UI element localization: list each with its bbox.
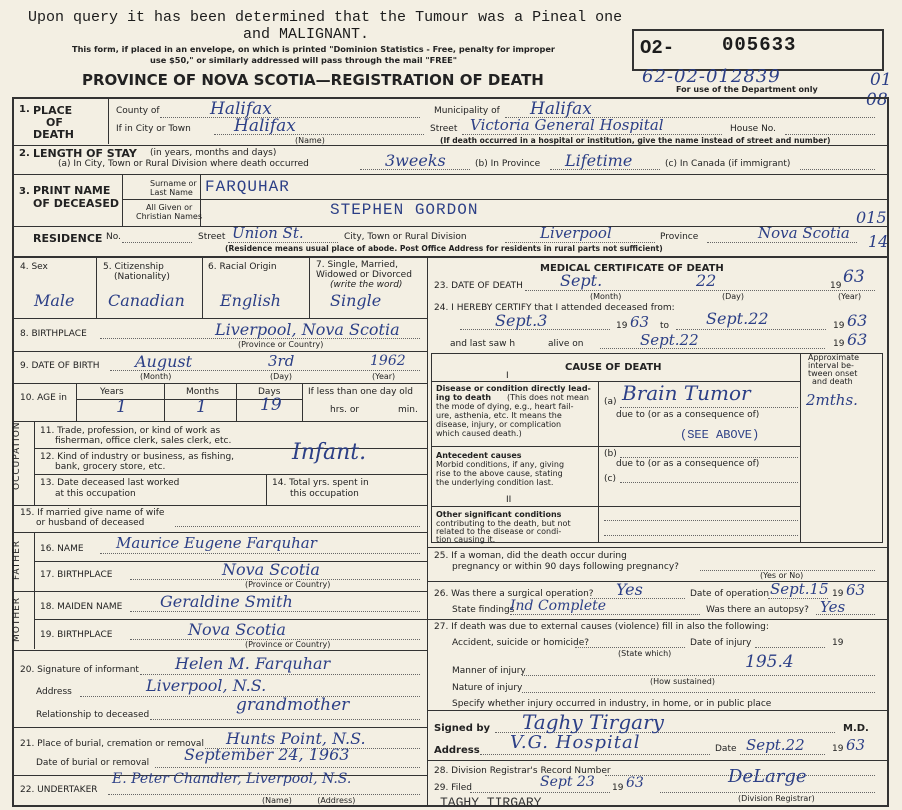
q12-line-1: 12. Kind of industry or business, as fishing, xyxy=(40,452,235,462)
father-birthplace: Nova Scotia xyxy=(222,560,320,579)
dob-day: 3rd xyxy=(268,352,295,370)
divider xyxy=(34,474,427,475)
divider xyxy=(302,384,303,421)
death-year-prefix: 19 xyxy=(830,281,842,291)
cause-a-line xyxy=(620,407,798,408)
cause-heading: CAUSE OF DEATH xyxy=(565,362,662,373)
interval-label-3: tween onset xyxy=(808,369,858,378)
age-label: 10. AGE in xyxy=(20,393,67,403)
county-label: County of xyxy=(116,106,160,116)
disease-line-1: Disease or condition directly lead- xyxy=(436,384,591,393)
divider xyxy=(122,175,123,226)
autopsy-label: Was there an autopsy? xyxy=(706,605,809,615)
occupation-value: Infant. xyxy=(292,440,367,465)
informant-address: Liverpool, N.S. xyxy=(146,676,267,695)
age-days-label: Days xyxy=(258,387,281,397)
death-year-caption: (Year) xyxy=(838,292,862,301)
last-saw-year-prefix: 19 xyxy=(833,339,845,349)
q28-label: 28. Division Registrar's Record Number xyxy=(434,766,611,776)
nature-label: Nature of injury xyxy=(452,683,523,693)
municipality-label: Municipality of xyxy=(434,106,500,116)
hrs-label: hrs. or xyxy=(330,405,360,415)
accident-label: Accident, suicide or homicide? xyxy=(452,638,590,648)
how-sustained-caption: (How sustained) xyxy=(650,677,715,686)
mother-birthplace-label: 19. BIRTHPLACE xyxy=(40,630,113,640)
residence-city-label: City, Town or Rural Division xyxy=(344,232,467,242)
sign-date: Sept.22 xyxy=(746,736,805,754)
surgical-value: Yes xyxy=(616,580,643,599)
part-2-label: II xyxy=(506,495,512,505)
q11-line-1: 11. Trade, profession, or kind of work as xyxy=(40,426,221,436)
street-note: (If death occurred in a hospital or institution, give the name instead of street and number) xyxy=(440,136,831,145)
cause-a-label: (a) xyxy=(604,397,617,407)
q11-line-2: fisherman, office clerk, sales clerk, etc. xyxy=(55,436,232,446)
divider xyxy=(12,145,889,146)
divider xyxy=(427,760,889,761)
attend-to-label: to xyxy=(660,321,670,331)
last-saw-value: Sept.22 xyxy=(640,331,699,349)
marital-label-3: (write the word) xyxy=(330,280,403,290)
q14-line-1: 14. Total yrs. spent in xyxy=(272,478,369,488)
divider xyxy=(800,353,801,543)
registrar-line xyxy=(660,792,875,793)
q14-line-2: this occupation xyxy=(290,489,359,499)
divider xyxy=(108,99,109,144)
burial-date: September 24, 1963 xyxy=(184,745,350,764)
city-value: Halifax xyxy=(234,116,296,136)
department-use-note: For use of the Department only xyxy=(676,85,818,94)
name-label-2: OF DECEASED xyxy=(33,197,120,210)
medical-heading: MEDICAL CERTIFICATE OF DEATH xyxy=(540,263,724,274)
divider xyxy=(12,318,427,319)
q13-line-1: 13. Date deceased last worked xyxy=(40,478,180,488)
divider xyxy=(96,257,97,318)
municipality-value: Halifax xyxy=(530,99,592,119)
divider xyxy=(431,446,800,447)
registrar-signature: DeLarge xyxy=(728,766,807,787)
antecedent-line-2: Morbid conditions, if any, giving xyxy=(436,460,565,469)
divider xyxy=(34,448,427,449)
relationship-line xyxy=(150,719,420,720)
divider xyxy=(598,381,599,543)
attend-to-year-prefix: 19 xyxy=(833,321,845,331)
father-side-label: FATHER xyxy=(12,539,22,580)
undertaker-line xyxy=(108,794,420,795)
mail-notice-line-2: use $50," or similarly addressed will pass through the mail "FREE" xyxy=(150,55,458,65)
residence-note: (Residence means usual place of abode. Post Office Address for residents in rural parts not sufficient) xyxy=(225,244,663,253)
citizenship-label-2: (Nationality) xyxy=(114,272,170,282)
op-year: 63 xyxy=(846,581,866,599)
occupation-side-label: OCCUPATION xyxy=(12,421,22,490)
cause-c-line xyxy=(620,482,798,483)
divider xyxy=(12,505,427,506)
divider xyxy=(12,650,427,651)
burial-place-label: 21. Place of burial, cremation or removal xyxy=(20,739,204,749)
residence-province-label: Province xyxy=(660,232,699,242)
op-date-label: Date of operation xyxy=(690,589,770,599)
min-label: min. xyxy=(398,405,418,415)
informant-sig-line xyxy=(140,674,420,675)
margin-code-2: 08 xyxy=(866,90,888,110)
racial-value: English xyxy=(220,291,281,310)
disease-line-3: (This does not mean xyxy=(507,393,589,402)
house-line xyxy=(785,134,875,135)
stay-a-label: (a) In City, Town or Rural Division where death occurred xyxy=(58,159,309,169)
dob-day-caption: (Day) xyxy=(270,372,293,381)
undertaker-label: 22. UNDERTAKER xyxy=(20,785,98,795)
given-label-2: Christian Names xyxy=(136,212,202,221)
q12-line-2: bank, grocery store, etc. xyxy=(55,462,166,472)
q26-label: 26. Was there a surgical operation? xyxy=(434,589,594,599)
other-line-2: contributing to the death, but not xyxy=(436,519,571,528)
margin-code-1: 01 xyxy=(870,70,892,90)
age-days: 19 xyxy=(260,395,282,415)
see-above: (SEE ABOVE) xyxy=(680,428,760,442)
filed-line xyxy=(470,792,610,793)
state-which-caption: (State which) xyxy=(618,649,672,658)
divider xyxy=(236,384,237,421)
sex-value: Male xyxy=(34,291,75,310)
q27-label: 27. If death was due to external causes (violence) fill in also the following: xyxy=(434,622,769,632)
divider xyxy=(76,384,77,421)
op-date-line xyxy=(768,598,828,599)
residence-margin-code-1: 015 xyxy=(856,208,887,227)
cause-c-label: (c) xyxy=(604,474,616,484)
residence-no-line xyxy=(122,242,192,243)
father-name-line xyxy=(100,553,420,554)
street-value: Victoria General Hospital xyxy=(470,116,664,134)
doctor-address: V.G. Hospital xyxy=(510,732,641,753)
interval-label-1: Approximate xyxy=(808,353,860,362)
other-line-3: related to the disease or condi- xyxy=(436,527,562,536)
sign-date-label: Date xyxy=(715,744,737,754)
q29-label: 29. Filed xyxy=(434,783,472,793)
last-saw-label-1: and last saw h xyxy=(450,339,516,349)
divider xyxy=(12,727,427,728)
age-years: 1 xyxy=(116,397,127,417)
disease-line-4: the mode of dying, e.g., heart fail- xyxy=(436,402,574,411)
mother-side-label: MOTHER xyxy=(12,596,22,642)
disease-line-2: ing to death xyxy=(436,393,492,402)
registrar-caption: (Division Registrar) xyxy=(738,794,815,803)
father-name: Maurice Eugene Farquhar xyxy=(116,534,317,552)
residence-province-value: Nova Scotia xyxy=(758,224,850,242)
stay-b-label: (b) In Province xyxy=(475,159,541,169)
divider xyxy=(12,351,427,352)
stay-c-line xyxy=(800,169,875,170)
age-years-label: Years xyxy=(100,387,124,397)
doctor-address-label: Address xyxy=(434,745,480,756)
due-to-1: due to (or as a consequence of) xyxy=(616,410,760,420)
divider xyxy=(164,384,165,421)
divider xyxy=(266,474,267,505)
death-date-line xyxy=(525,290,875,291)
marital-value: Single xyxy=(330,291,382,310)
death-date-label: 23. DATE OF DEATH xyxy=(434,281,523,291)
sex-label: 4. Sex xyxy=(20,262,48,272)
age-months: 1 xyxy=(196,397,207,417)
bottom-typed-name: TAGHY TIRGARY xyxy=(440,795,542,810)
burial-place: Hunts Point, N.S. xyxy=(226,729,366,748)
dob-month: August xyxy=(135,352,193,371)
antecedent-line-4: the underlying condition last. xyxy=(436,478,554,487)
divider xyxy=(202,257,203,318)
divider xyxy=(12,532,427,533)
relationship-label: Relationship to deceased xyxy=(36,710,150,720)
dob-label: 9. DATE OF BIRTH xyxy=(20,361,100,371)
antecedent-line-3: rise to the above cause, stating xyxy=(436,469,563,478)
divider xyxy=(431,506,800,507)
q15-line-2: or husband of deceased xyxy=(36,518,145,528)
disease-line-7: which caused death.) xyxy=(436,429,522,438)
attend-from-year-prefix: 19 xyxy=(616,321,628,331)
manner-label: Manner of injury xyxy=(452,666,526,676)
signed-label: Signed by xyxy=(434,723,491,734)
q13-line-2: at this occupation xyxy=(55,489,136,499)
death-month-caption: (Month) xyxy=(590,292,622,301)
last-saw-label-2: alive on xyxy=(548,339,584,349)
md-label: M.D. xyxy=(843,723,869,734)
doctor-address-line xyxy=(480,754,710,755)
divider xyxy=(12,256,889,258)
residence-city-line xyxy=(505,242,655,243)
findings-label: State findings xyxy=(452,605,515,615)
attend-to-year: 63 xyxy=(847,311,868,330)
q15-line-1: 15. If married give name of wife xyxy=(20,508,165,518)
name-label-1: PRINT NAME xyxy=(33,184,111,197)
street-label: Street xyxy=(430,124,458,134)
attend-from: Sept.3 xyxy=(495,311,548,330)
stay-label: LENGTH OF STAY xyxy=(33,147,137,160)
mother-maiden-label: 18. MAIDEN NAME xyxy=(40,602,123,612)
mother-birthplace: Nova Scotia xyxy=(188,620,286,639)
last-saw-year: 63 xyxy=(847,330,868,349)
citizenship-value: Canadian xyxy=(108,291,185,310)
county-value: Halifax xyxy=(210,99,272,119)
less-than-day-label: If less than one day old xyxy=(308,387,414,397)
q25-line-1: 25. If a woman, did the death occur during xyxy=(434,551,627,561)
informant-address-label: Address xyxy=(36,687,72,697)
manner-code: 195.4 xyxy=(745,652,794,672)
registration-prefix: O2- xyxy=(640,37,675,59)
residence-street-value: Union St. xyxy=(232,224,304,242)
death-day: 22 xyxy=(696,271,717,290)
residence-street-line xyxy=(228,242,338,243)
op-date-value: Sept.15 xyxy=(770,580,829,598)
informant-signature: Helen M. Farquhar xyxy=(175,654,331,673)
divider xyxy=(12,174,889,175)
city-caption: (Name) xyxy=(295,136,325,145)
manner-line xyxy=(522,675,875,676)
antecedent-line-1: Antecedent causes xyxy=(436,451,522,460)
findings-line xyxy=(510,614,700,615)
given-value: STEPHEN GORDON xyxy=(330,201,479,219)
other-line-4: tion causing it. xyxy=(436,535,496,544)
birthplace-label: 8. BIRTHPLACE xyxy=(20,329,87,339)
burial-date-label: Date of burial or removal xyxy=(36,758,150,768)
accident-line xyxy=(575,647,685,648)
mother-birthplace-caption: (Province or Country) xyxy=(245,640,331,649)
city-label: If in City or Town xyxy=(116,124,191,134)
dob-year: 1962 xyxy=(370,353,406,369)
attend-to: Sept.22 xyxy=(706,309,769,328)
stay-a-value: 3weeks xyxy=(385,151,446,170)
undertaker-caption: (Name) (Address) xyxy=(262,796,356,805)
divider xyxy=(34,422,35,505)
signed-value: Taghy Tirgary xyxy=(522,710,664,734)
dob-year-caption: (Year) xyxy=(372,372,396,381)
sign-year: 63 xyxy=(846,736,866,754)
other-line-1: Other significant conditions xyxy=(436,510,562,519)
surname-value: FARQUHAR xyxy=(205,178,290,196)
due-to-2: due to (or as a consequence of) xyxy=(616,459,760,469)
citizenship-label-1: 5. Citizenship xyxy=(103,262,164,272)
cause-a-value: Brain Tumor xyxy=(622,381,751,405)
surname-label-2: Last Name xyxy=(150,188,193,197)
divider xyxy=(427,257,428,807)
part-1-label: I xyxy=(506,371,509,381)
cause-b-line xyxy=(620,457,798,458)
residence-street-label: Street xyxy=(198,232,226,242)
q25-line-2: pregnancy or within 90 days following pregnancy? xyxy=(452,562,679,572)
interval-label-4: and death xyxy=(812,377,853,386)
other-line-a xyxy=(604,520,798,521)
street-line xyxy=(462,134,722,135)
injury-year: 19 xyxy=(832,638,844,648)
sign-year-prefix: 19 xyxy=(832,744,844,754)
death-day-caption: (Day) xyxy=(722,292,745,301)
certify-label: 24. I HEREBY CERTIFY that I attended deceased from: xyxy=(434,303,675,313)
divider xyxy=(12,383,427,384)
residence-province-line xyxy=(707,242,857,243)
residence-city-value: Liverpool xyxy=(540,224,612,242)
house-label: House No. xyxy=(730,124,777,134)
disease-line-6: disease, injury, or complication xyxy=(436,420,562,429)
disease-line-5: ure, asthenia, etc. It means the xyxy=(436,411,562,420)
marital-label-1: 7. Single, Married, xyxy=(316,260,398,270)
yes-no-caption: (Yes or No) xyxy=(760,571,804,580)
registration-number: 005633 xyxy=(722,34,797,56)
divider xyxy=(12,421,427,422)
interval-a-value: 2mths. xyxy=(806,391,858,409)
father-birthplace-caption: (Province or Country) xyxy=(245,580,331,589)
divider xyxy=(427,547,889,548)
residence-label: RESIDENCE xyxy=(33,232,103,245)
death-year: 63 xyxy=(843,267,865,287)
birthplace-value: Liverpool, Nova Scotia xyxy=(215,320,400,339)
burial-date-line xyxy=(155,767,420,768)
other-line-b xyxy=(604,535,798,536)
nature-line xyxy=(522,692,875,693)
residence-no-label: No. xyxy=(106,232,121,242)
divider xyxy=(309,257,310,318)
sign-date-line xyxy=(740,754,825,755)
last-saw-line xyxy=(600,348,825,349)
place-label-1: PLACE xyxy=(33,104,73,117)
surname-label-1: Surname or xyxy=(150,179,197,188)
injury-date-line xyxy=(755,647,825,648)
age-months-label: Months xyxy=(186,387,219,397)
mother-maiden-line xyxy=(130,611,420,612)
mother-maiden: Geraldine Smith xyxy=(160,592,293,611)
autopsy-value: Yes xyxy=(820,598,846,616)
relationship-value: grandmother xyxy=(236,695,350,715)
stay-b-value: Lifetime xyxy=(565,151,633,170)
place-label-2: OF xyxy=(46,116,63,129)
name-number: 3. xyxy=(19,186,30,197)
mail-notice-line-1: This form, if placed in an envelope, on which is printed "Dominion Statistics - Free, penalty for improper xyxy=(72,44,555,54)
undertaker-value: E. Peter Chandler, Liverpool, N.S. xyxy=(112,771,352,787)
department-number: 62-02-012839 xyxy=(642,66,781,87)
specify-label: Specify whether injury occurred in industry, in home, or in public place xyxy=(452,699,772,709)
residence-margin-code-2: 14 xyxy=(868,232,889,251)
divider xyxy=(427,619,889,620)
typed-note-line-1: Upon query it has been determined that the Tumour was a Pineal one xyxy=(28,9,623,26)
filed-value: Sept 23 xyxy=(540,774,595,790)
place-label-3: DEATH xyxy=(33,128,75,141)
interval-label-2: interval be- xyxy=(808,361,854,370)
op-year-prefix: 19 xyxy=(832,589,844,599)
divider xyxy=(122,199,889,200)
filed-year: 63 xyxy=(626,775,644,791)
stay-number: 2. xyxy=(19,148,30,159)
stay-sub: (in years, months and days) xyxy=(150,148,277,158)
place-number: 1. xyxy=(19,104,30,115)
injury-date-label: Date of injury xyxy=(690,638,752,648)
father-name-label: 16. NAME xyxy=(40,544,84,554)
given-label-1: All Given or xyxy=(146,203,193,212)
attend-to-line xyxy=(676,329,826,330)
typed-note-line-2: and MALIGNANT. xyxy=(243,26,370,43)
father-birthplace-label: 17. BIRTHPLACE xyxy=(40,570,113,580)
racial-label: 6. Racial Origin xyxy=(208,262,277,272)
attend-from-year: 63 xyxy=(630,313,650,331)
stay-c-label: (c) In Canada (if immigrant) xyxy=(665,159,791,169)
cause-b-label: (b) xyxy=(604,449,617,459)
filed-year-prefix: 19 xyxy=(612,783,624,793)
dob-month-caption: (Month) xyxy=(140,372,172,381)
marital-label-2: Widowed or Divorced xyxy=(316,270,412,280)
spouse-line xyxy=(175,526,420,527)
birthplace-caption: (Province or Country) xyxy=(238,340,324,349)
findings-value: Ind Complete xyxy=(510,598,607,614)
form-title: PROVINCE OF NOVA SCOTIA—REGISTRATION OF DEATH xyxy=(82,71,544,89)
death-month: Sept. xyxy=(560,271,603,290)
informant-sig-label: 20. Signature of informant xyxy=(20,665,139,675)
